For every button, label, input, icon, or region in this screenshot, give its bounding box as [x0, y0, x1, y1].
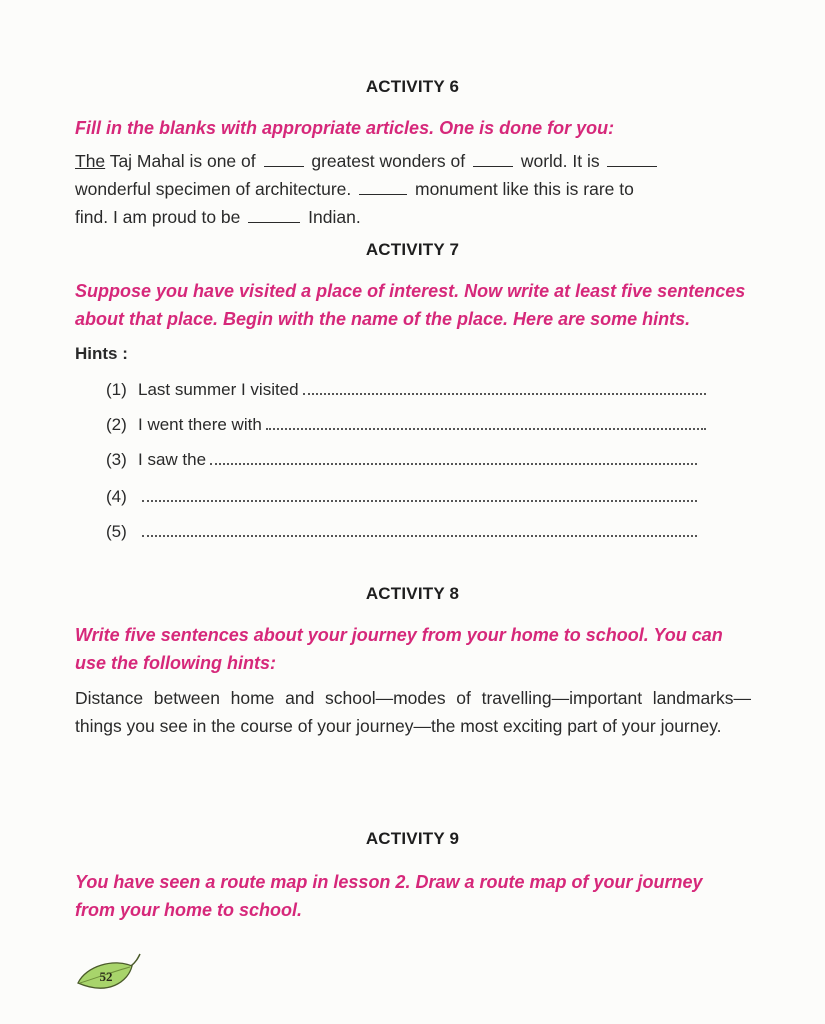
leaf-icon	[74, 950, 144, 1000]
sentence-part: Taj Mahal is one of	[109, 151, 256, 171]
hint-number: (5)	[106, 522, 127, 541]
sentence-part: Indian.	[308, 207, 361, 227]
hint-text: I went there with	[138, 415, 262, 434]
activity-8-body: Distance between home and school—modes of travelling—important landmarks—things you see in the course of your journey—the most exciting part of your journey.	[75, 688, 751, 736]
page-number-leaf	[74, 950, 144, 1000]
sentence-part: world. It is	[520, 151, 600, 171]
sentence-part: find. I am proud to be	[75, 207, 241, 227]
activity-7-instruction-line-1: Suppose you have visited a place of interest. Now write at least five sentences	[75, 281, 746, 301]
hint-number: (1)	[106, 380, 127, 399]
blank-3[interactable]	[607, 152, 657, 167]
answer-line[interactable]	[210, 462, 697, 465]
hint-number: (3)	[106, 450, 127, 469]
sentence-part: greatest wonders of	[311, 151, 466, 171]
activity-8-instruction-line-1: Write five sentences about your journey from your home to school. You can	[75, 625, 723, 645]
activity-6-instruction: Fill in the blanks with appropriate articles. One is done for you:	[75, 118, 615, 138]
activity-6-heading: ACTIVITY 6	[365, 77, 460, 96]
answer-line[interactable]	[142, 534, 697, 537]
hint-text: I saw the	[138, 450, 207, 469]
example-answer: The	[75, 151, 106, 171]
sentence-part: wonderful specimen of architecture.	[75, 179, 352, 199]
activity-7-heading: ACTIVITY 7	[365, 240, 460, 259]
activity-7-instruction-line-2: about that place. Begin with the name of the place. Here are some hints.	[75, 309, 691, 329]
hint-3	[106, 446, 706, 470]
activity-9-heading: ACTIVITY 9	[365, 829, 460, 848]
answer-line[interactable]	[303, 392, 706, 395]
hint-text: Last summer I visited	[138, 380, 299, 399]
hints-label: Hints :	[75, 344, 128, 363]
hint-number: (2)	[106, 415, 127, 434]
activity-6-line-3	[75, 203, 751, 231]
blank-1[interactable]	[264, 152, 304, 167]
hint-number: (4)	[106, 487, 127, 506]
hint-5	[106, 518, 706, 542]
blank-2[interactable]	[473, 152, 513, 167]
hint-1	[106, 376, 706, 400]
page-number: 52	[99, 969, 113, 984]
activity-6-line-1	[75, 147, 751, 175]
activity-9-instruction-line-2: from your home to school.	[75, 900, 303, 920]
activity-8-instruction-line-2: use the following hints:	[75, 653, 276, 673]
activity-6-line-2	[75, 175, 751, 203]
hint-2	[106, 411, 706, 435]
sentence-part: monument like this is rare to	[415, 179, 634, 199]
activity-8-heading: ACTIVITY 8	[365, 584, 460, 603]
blank-4[interactable]	[359, 180, 407, 195]
answer-line[interactable]	[142, 499, 697, 502]
answer-line[interactable]	[266, 427, 706, 430]
hint-4	[106, 483, 706, 507]
blank-5[interactable]	[248, 208, 300, 223]
activity-9-instruction-line-1: You have seen a route map in lesson 2. Draw a route map of your journey	[75, 872, 703, 892]
